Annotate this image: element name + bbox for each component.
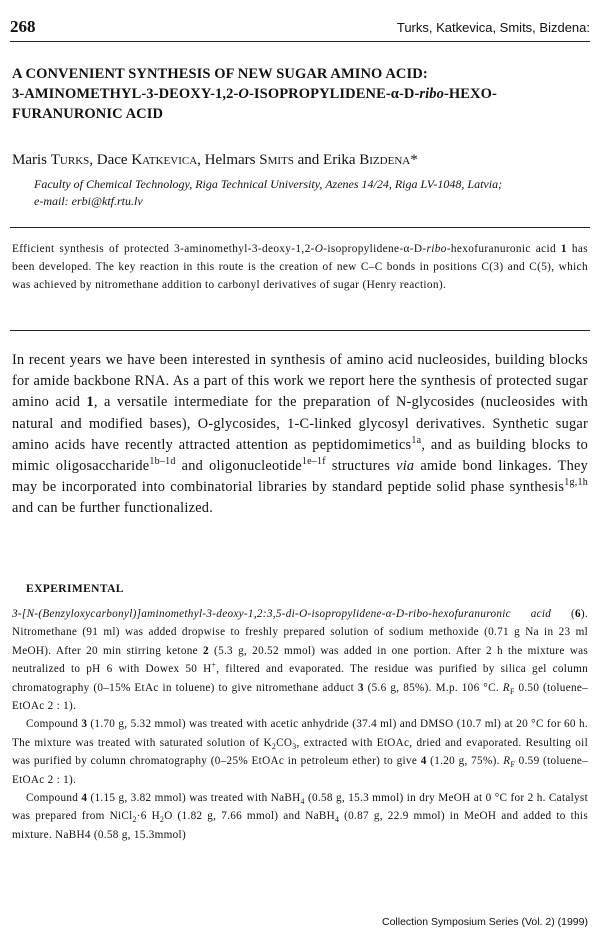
subscript: F bbox=[510, 760, 516, 770]
abstract-text: - bbox=[422, 243, 427, 255]
intro-italic: via bbox=[396, 458, 415, 475]
author-last: Katkevica bbox=[131, 152, 198, 168]
author-last: Smits bbox=[259, 152, 294, 168]
subscript: 4 bbox=[300, 797, 305, 807]
footer-journal: Collection Symposium Series (Vol. 2) (1999) bbox=[381, 916, 588, 928]
reference-superscript: 1b–1d bbox=[149, 456, 176, 468]
exp-text: O (1.82 g, 7.66 mmol) and NaBH bbox=[164, 810, 335, 823]
affiliation-line-1: Faculty of Chemical Technology, Riga Technical University, Azenes 14/24, Riga LV-1048, Latvia; bbox=[34, 177, 503, 191]
subscript: 2 bbox=[132, 815, 137, 825]
title-seg: -HEXO- bbox=[443, 86, 497, 102]
abstract bbox=[12, 240, 588, 294]
intro-text: and can be further functionalized. bbox=[12, 500, 214, 517]
author-sep: and bbox=[293, 152, 324, 168]
exp-text: ). Nitromethane (91 ml) was added dropwise to freshly prepared solution of sodium methoxide (0.71 g Na in 23 ml MeOH). After 20 min stirring ketone bbox=[12, 608, 588, 657]
intro-text: amide bond linkages. They may be incorporated into combinatorial libraries by standard peptide solid phase synthesis bbox=[12, 458, 589, 496]
subscript: F bbox=[509, 686, 515, 696]
introduction-paragraph bbox=[12, 350, 588, 520]
compound-number: 1 bbox=[86, 394, 94, 411]
exp-text: (1.20 g, 75%). bbox=[426, 755, 504, 768]
rf-symbol: R bbox=[503, 755, 511, 768]
title-line-3: FURANURONIC ACID bbox=[12, 106, 164, 122]
exp-text: , extracted with EtOAc, dried and evaporated. Resulting oil was purified by column chromatography (0–25% EtOAc in petroleum ether) to give bbox=[12, 736, 589, 768]
exp-text: 0.59 (toluene–EtOAc 2 : 1). bbox=[12, 755, 589, 786]
running-head: Turks, Katkevica, Smits, Bizdena: bbox=[396, 20, 590, 35]
abstract-smallcaps: D bbox=[413, 243, 423, 255]
experimental-paragraph-3 bbox=[12, 789, 588, 844]
abstract-italic: O bbox=[314, 243, 324, 255]
author-first: Erika bbox=[323, 152, 360, 168]
experimental-section bbox=[12, 605, 588, 844]
intro-text: structures bbox=[325, 458, 397, 475]
title-seg-italic: ribo bbox=[419, 86, 444, 102]
exp-text: 0.50 (toluene–EtOAc 2 : 1). bbox=[12, 681, 589, 713]
title-seg: α-D- bbox=[390, 86, 420, 102]
exp-text: Compound bbox=[26, 792, 82, 805]
experimental-paragraph-2 bbox=[12, 715, 588, 789]
author-first: Helmars bbox=[204, 152, 260, 168]
compound-number: 3 bbox=[357, 681, 364, 694]
exp-text: (1.15 g, 3.82 mmol) was treated with NaBH bbox=[87, 792, 301, 805]
author-last: Bizdena bbox=[359, 152, 411, 168]
exp-text: (1.70 g, 5.32 mmol) was treated with acetic anhydride (37.4 ml) and DMSO (10.7 ml) at 20 °C for 60 h. The mixture was treated with saturated solution of K bbox=[12, 718, 588, 749]
compound-number: 1 bbox=[560, 243, 567, 255]
title-line-1: A CONVENIENT SYNTHESIS OF NEW SUGAR AMINO ACID: bbox=[12, 66, 428, 82]
subscript: 2 bbox=[271, 742, 277, 752]
abstract-text: -isopropylidene-α- bbox=[323, 243, 414, 255]
title-seg: -ISOPROPYLIDENE- bbox=[248, 86, 391, 102]
article-title bbox=[12, 64, 587, 124]
compound-number: 6 bbox=[574, 608, 581, 620]
reference-superscript: 1g,1h bbox=[564, 477, 588, 489]
compound-number: 4 bbox=[81, 792, 88, 805]
title-seg-italic: O bbox=[238, 86, 249, 102]
exp-text: (0.58 g, 15.3 mmol) in dry MeOH at 0 °C for 2 h. Catalyst was prepared from NiCl bbox=[12, 792, 588, 823]
exp-text: (5.6 g, 85%). M.p. 106 °C. bbox=[363, 681, 503, 694]
subscript: 4 bbox=[334, 815, 340, 825]
exp-text: , filtered and evaporated. The residue was purified by silica gel column chromatography (0–15% EtAc in toluene) to give nitromethane adduct bbox=[12, 663, 588, 694]
reference-superscript: 1e–1f bbox=[301, 456, 326, 468]
author-list bbox=[12, 152, 418, 169]
reference-superscript: 1a bbox=[411, 435, 422, 447]
affiliation bbox=[34, 176, 594, 210]
exp-text: (0.87 g, 22.9 mmol) in MeOH and added to this mixture. NaBH4 (0.58 g, 15.3mmol) bbox=[12, 810, 588, 841]
abstract-text: Efficient synthesis of protected 3-aminomethyl-3-deoxy-1,2- bbox=[12, 243, 315, 255]
abstract-text: -hexofuranuronic acid bbox=[446, 243, 561, 255]
experimental-paragraph-1 bbox=[12, 605, 588, 715]
exp-text: ( bbox=[551, 608, 575, 620]
compound-name: 3-[N-(Benzyloxycarbonyl)]aminomethyl-3-deoxy-1,2:3,5-di-O-isopropylidene-α-D-ribo-hexofuranuronic acid bbox=[12, 608, 552, 620]
compound-number: 4 bbox=[420, 755, 427, 768]
exp-text: ·6 H bbox=[136, 810, 161, 823]
corresponding-mark: * bbox=[410, 152, 418, 168]
section-heading-experimental: EXPERIMENTAL bbox=[26, 583, 124, 595]
intro-text: , a versatile intermediate for the preparation of N-glycosides (nucleosides with natural and modified bases), O-glycosides, 1-C-linked glycosyl derivatives. Synthetic sugar amino acids have recently attracted attention as peptidomimetics bbox=[12, 394, 588, 453]
title-line-2 bbox=[12, 84, 587, 104]
rf-symbol: R bbox=[502, 681, 510, 694]
exp-text: CO bbox=[276, 736, 293, 749]
abstract-top-rule bbox=[10, 227, 590, 228]
author-sep: , bbox=[89, 152, 97, 168]
affiliation-email: e-mail: erbi@ktf.rtu.lv bbox=[34, 194, 143, 208]
subscript: 2 bbox=[160, 815, 165, 825]
author-first: Dace bbox=[96, 152, 132, 168]
page-number: 268 bbox=[10, 17, 36, 36]
intro-text: , and as building blocks to mimic oligosaccharide bbox=[12, 436, 588, 475]
compound-number: 3 bbox=[81, 718, 88, 731]
compound-number: 2 bbox=[203, 644, 209, 657]
intro-text: and oligonucleotide bbox=[175, 458, 302, 475]
exp-text: (5.3 g, 20.52 mmol) was added in one portion. After 2 h the mixture was neutralized to pH 6 with Dowex 50 H bbox=[12, 644, 588, 676]
abstract-text: has been developed. The key reaction in this route is the creation of new C–C bonds in positions C(3) and C(5), which was achieved by nitromethane addition to carbonyl derivatives of sugar (Henry reaction). bbox=[12, 243, 588, 291]
header-rule bbox=[10, 41, 590, 42]
exp-text: Compound bbox=[26, 718, 82, 731]
author-last: Turks bbox=[50, 152, 90, 168]
author-sep: , bbox=[197, 152, 205, 168]
superscript: + bbox=[211, 660, 217, 670]
abstract-italic: ribo bbox=[426, 243, 447, 255]
subscript: 3 bbox=[292, 742, 297, 752]
intro-text: In recent years we have been interested in synthesis of amino acid nucleosides, building blocks for amide backbone RNA. As a part of this work we report here the synthesis of protected sugar amino acid bbox=[12, 352, 588, 411]
author-first: Maris bbox=[12, 152, 51, 168]
title-seg: 3-AMINOMETHYL-3-DEOXY-1,2- bbox=[12, 86, 239, 102]
abstract-bottom-rule bbox=[10, 330, 590, 331]
